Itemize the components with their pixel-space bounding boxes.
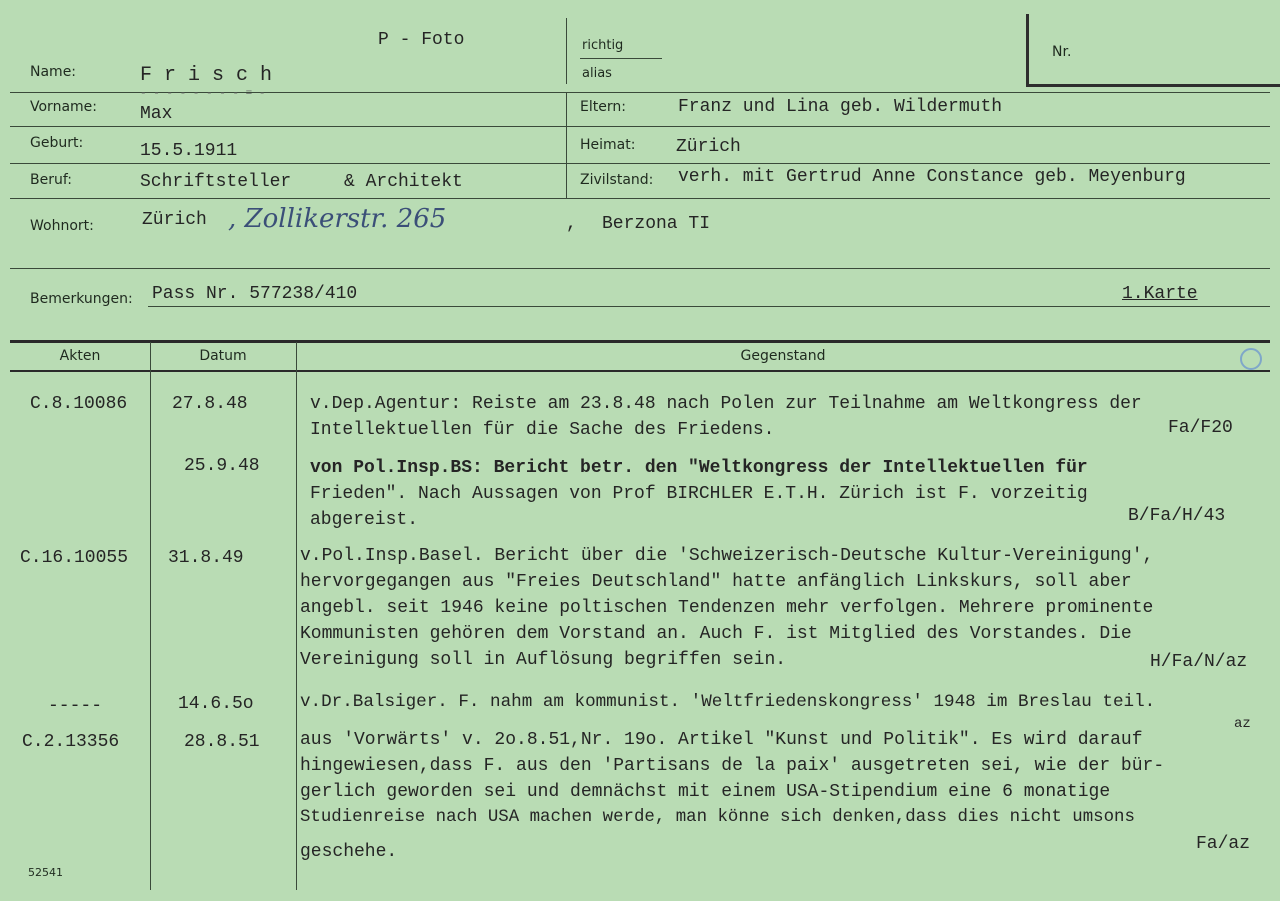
entry-datum: 14.6.5o: [178, 694, 254, 714]
entry-datum: 25.9.48: [184, 456, 260, 476]
eltern-label: Eltern:: [580, 99, 626, 115]
vorname-label: Vorname:: [30, 99, 97, 115]
entry-text-line: von Pol.Insp.BS: Bericht betr. den "Weltkongress der Intellektuellen für: [310, 458, 1088, 478]
richtig-label: richtig: [582, 38, 624, 53]
entry-text-line: Intellektuellen für die Sache des Friedens.: [310, 420, 775, 440]
entry-text-line: hingewiesen,dass F. aus den 'Partisans de la paix' ausgetreten sei, wie der bür-: [300, 756, 1165, 776]
entry-datum: 31.8.49: [168, 548, 244, 568]
nr-box-left: [1026, 14, 1029, 86]
entry-text-line: aus 'Vorwärts' v. 2o.8.51,Nr. 19o. Artikel "Kunst und Politik". Es wird darauf: [300, 730, 1143, 750]
entry-akten: -----: [48, 696, 103, 716]
entry-text-line: Kommunisten gehören dem Vorstand an. Auch F. ist Mitglied des Vorstandes. Die: [300, 624, 1132, 644]
name-label: Name:: [30, 64, 77, 80]
entry-text-line: Vereinigung soll in Auflösung begriffen sein.: [300, 650, 787, 670]
bemerkungen-label: Bemerkungen:: [30, 291, 133, 307]
entry-ref: H/Fa/N/az: [1150, 652, 1248, 672]
name-value: F r i s c h: [140, 64, 273, 87]
entry-ref: B/Fa/H/43: [1128, 506, 1226, 526]
entry-datum: 27.8.48: [172, 394, 248, 414]
richtig-line: [580, 58, 662, 59]
entry-ref: az: [1234, 716, 1251, 732]
geburt-label: Geburt:: [30, 135, 84, 151]
header-akten: Akten: [59, 348, 101, 364]
bemerkungen-value: Pass Nr. 577238/410: [152, 284, 358, 304]
wohnort-value-2: Berzona TI: [602, 214, 711, 234]
geburt-value: 15.5.1911: [140, 141, 238, 161]
entry-text-line: gerlich geworden sei und demnächst mit einem USA-Stipendium eine 6 monatige: [300, 782, 1111, 802]
entry-text-line: angebl. seit 1946 keine poltischen Tendenzen mehr verfolgen. Mehrere prominente: [300, 598, 1154, 618]
nr-label: Nr.: [1052, 44, 1072, 60]
vorname-struck: - - - - - - - - = -: [140, 88, 266, 100]
entry-ref: Fa/az: [1196, 834, 1251, 854]
circle-stamp: [1240, 348, 1262, 370]
row-line-wohnort: [10, 268, 1270, 269]
beruf-value: Schriftsteller: [140, 172, 292, 192]
zivilstand-value: verh. mit Gertrud Anne Constance geb. Meyenburg: [678, 167, 1186, 187]
entry-text-line: v.Dep.Agentur: Reiste am 23.8.48 nach Polen zur Teilnahme am Weltkongress der: [310, 394, 1142, 414]
col-divider-datum: [296, 342, 297, 890]
card-number: 52541: [28, 866, 63, 879]
heimat-label: Heimat:: [580, 137, 636, 153]
header-divider: [566, 18, 567, 84]
wohnort-label: Wohnort:: [30, 218, 94, 234]
entry-text-line: Studienreise nach USA machen werde, man könne sich denken,dass dies nicht umsons: [300, 808, 1135, 827]
entry-text-line: v.Pol.Insp.Basel. Bericht über die 'Schweizerisch-Deutsche Kultur-Vereinigung',: [300, 546, 1154, 566]
entry-akten: C.16.10055: [20, 548, 129, 568]
entry-text-line: Frieden". Nach Aussagen von Prof BIRCHLER E.T.H. Zürich ist F. vorzeitig: [310, 484, 1088, 504]
foto-label: P - Foto: [378, 30, 465, 50]
entry-ref: Fa/F20: [1168, 418, 1233, 438]
entry-text-line: geschehe.: [300, 842, 398, 862]
heimat-value: Zürich: [676, 137, 741, 157]
entry-datum: 28.8.51: [184, 732, 260, 752]
beruf-label: Beruf:: [30, 172, 72, 188]
table-top-rule: [10, 340, 1270, 343]
row-line-beruf: [10, 198, 1270, 199]
entry-akten: C.2.13356: [22, 732, 120, 752]
row-line-vorname: [10, 126, 1270, 127]
entry-text-line: hervorgegangen aus "Freies Deutschland" hatte anfänglich Linkskurs, soll aber: [300, 572, 1132, 592]
wohnort-value: Zürich: [142, 210, 207, 230]
entry-text-line: v.Dr.Balsiger. F. nahm am kommunist. 'Weltfriedenskongress' 1948 im Breslau teil.: [300, 692, 1156, 712]
vorname-value: Max: [140, 104, 173, 124]
karte-number: 1.Karte: [1122, 284, 1198, 304]
entry-akten: C.8.10086: [30, 394, 128, 414]
wohnort-separator: ,: [566, 214, 577, 234]
nr-box-bottom: [1026, 84, 1280, 87]
alias-label: alias: [582, 66, 612, 81]
beruf-value-2: & Architekt: [344, 172, 463, 192]
header-gegenstand: Gegenstand: [740, 348, 826, 364]
wohnort-handwritten: , Zollikerstr. 265: [228, 204, 447, 234]
header-datum: Datum: [199, 348, 247, 364]
row-line-geburt: [10, 163, 1270, 164]
table-header-rule: [10, 370, 1270, 372]
zivilstand-label: Zivilstand:: [580, 172, 654, 188]
field-column-divider: [566, 92, 567, 198]
col-divider-akten: [150, 342, 151, 890]
bemerkungen-line: [148, 306, 1270, 307]
eltern-value: Franz und Lina geb. Wildermuth: [678, 97, 1003, 117]
entry-text-line: abgereist.: [310, 510, 419, 530]
